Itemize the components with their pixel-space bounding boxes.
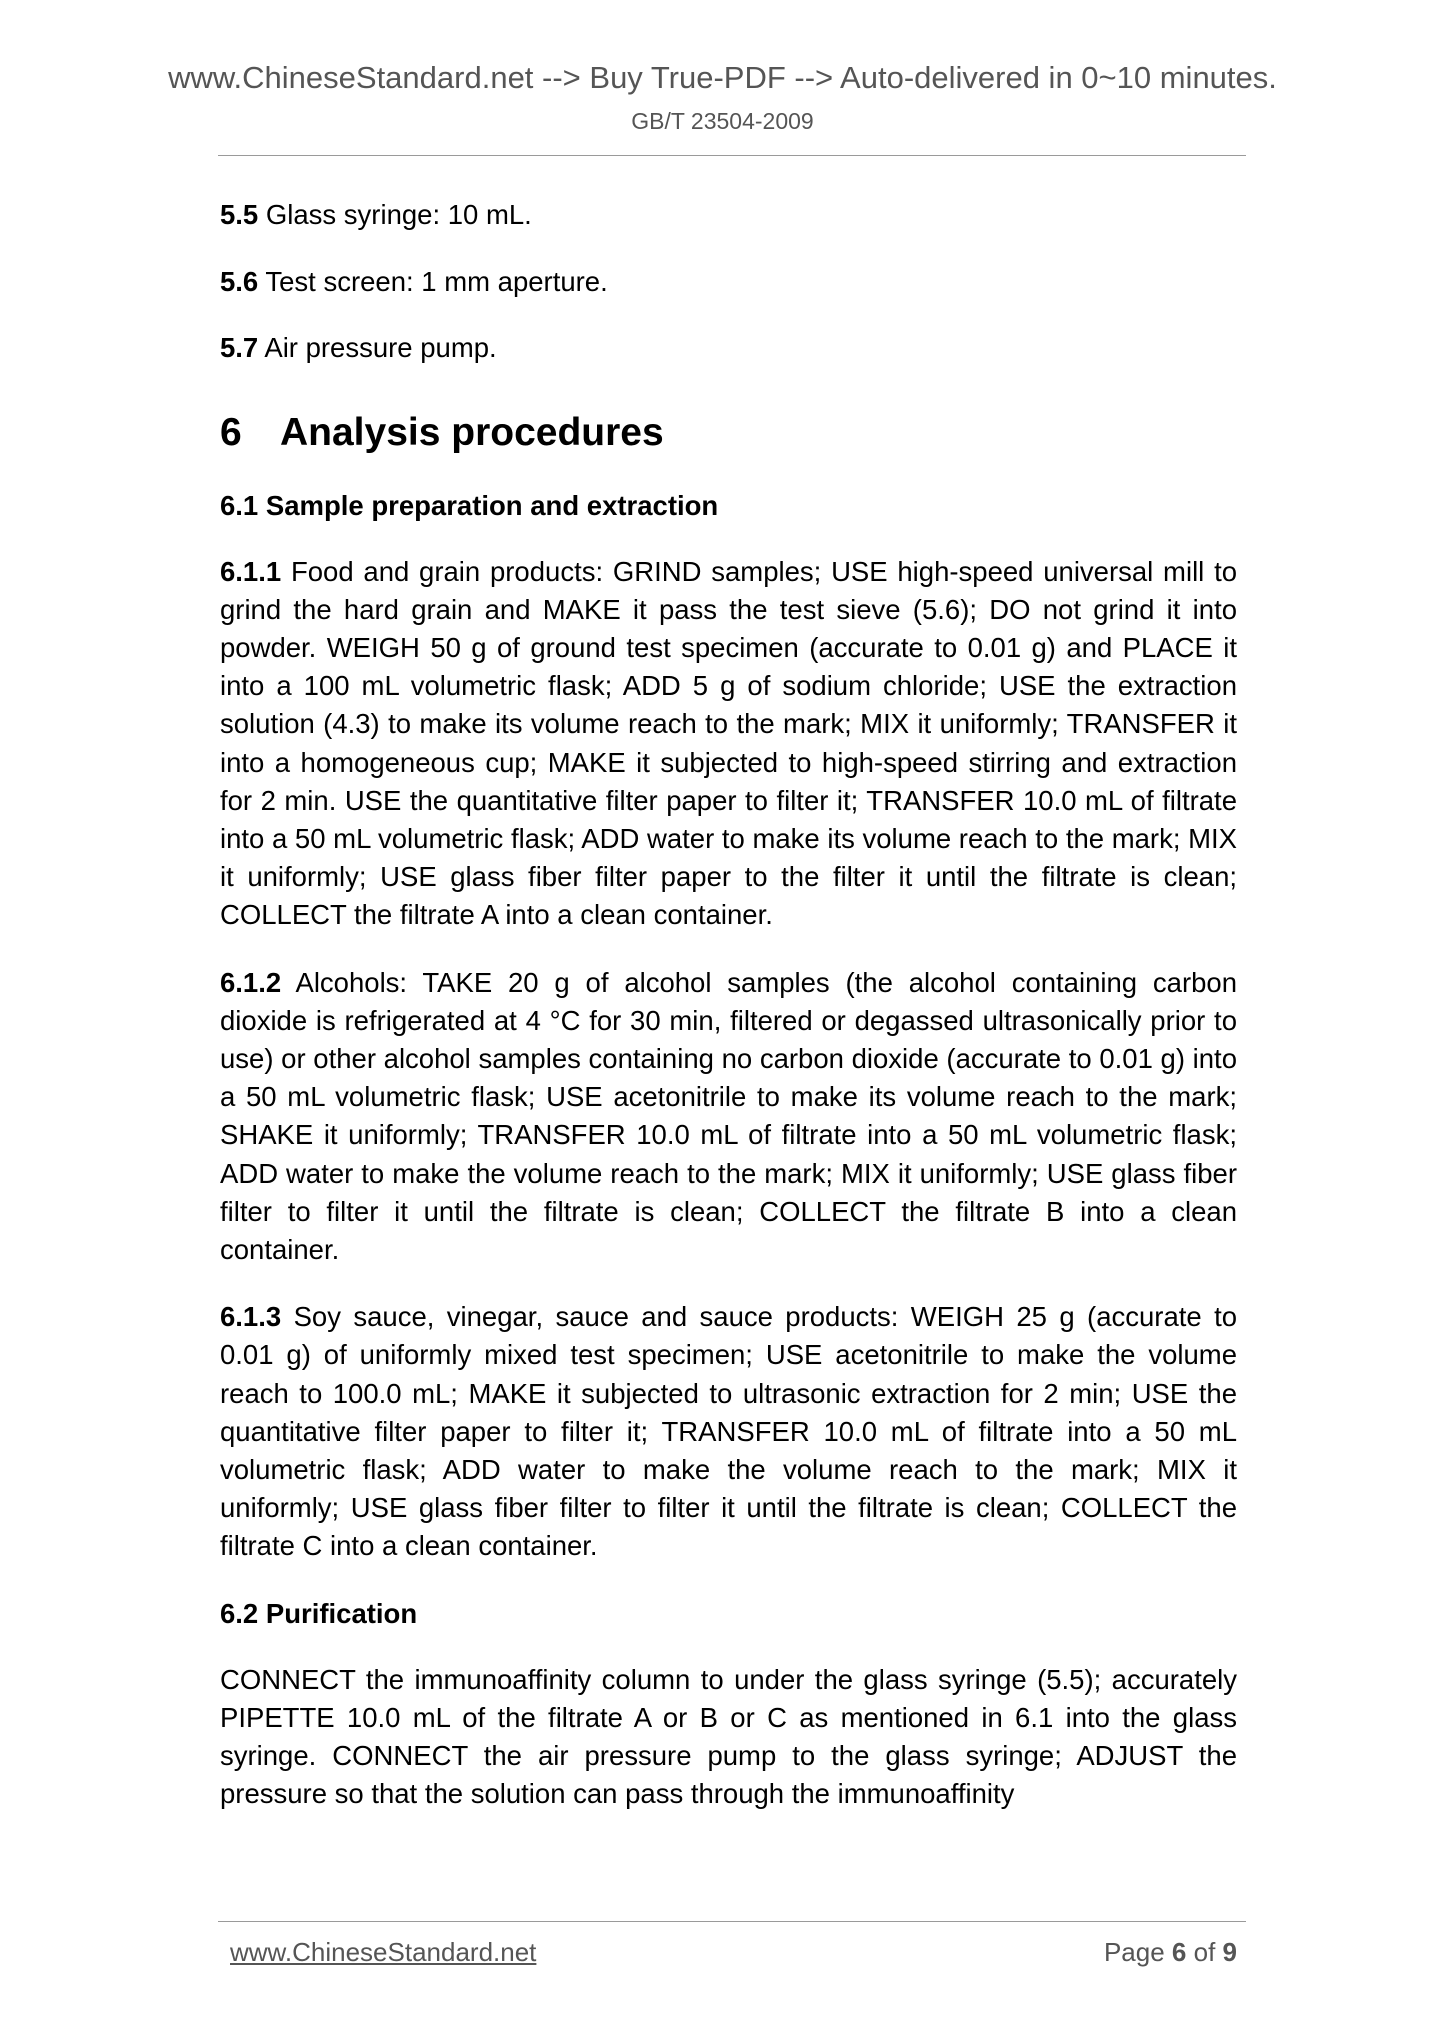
clause-5-5 <box>220 196 1237 234</box>
clause-number: 5.5 <box>220 199 259 230</box>
footer-site-link[interactable]: www.ChineseStandard.net <box>230 1937 537 1967</box>
clause-text: Food and grain products: GRIND samples; USE high-speed universal mill to grind the hard grain and MAKE it pass the test sieve (5.6); DO not grind it into powder. WEIGH 50 g of ground test specimen (accurate to 0.01 g) and PLACE it into a 100 mL volumetric flask; ADD 5 g of sodium chloride; USE the extraction solution (4.3) to make its volume reach to the mark; MIX it uniformly; TRANSFER it into a homogeneous cup; MAKE it subjected to high-speed stirring and extraction for 2 min. USE the quantitative filter paper to filter it; TRANSFER 10.0 mL of filtrate into a 50 mL volumetric flask; ADD water to make its volume reach to the mark; MIX it uniformly; USE glass fiber filter paper to the filter it until the filtrate is clean; COLLECT the filtrate A into a clean container. <box>220 555 1238 931</box>
clause-6-1-2 <box>220 964 1237 1270</box>
section-number: 6 <box>220 410 242 454</box>
document-body <box>220 196 1237 1843</box>
clause-6-1-1 <box>220 553 1237 935</box>
clause-text: Air pressure pump. <box>264 332 497 364</box>
clause-6-2-text: CONNECT the immunoaffinity column to under the glass syringe (5.5); accurately PIPETTE 10.0 mL of the filtrate A or B or C as mentioned in 6.1 into the glass syringe. CONNECT the air pressure pump to the glass syringe; ADJUST the pressure so that the solution can pass through the immunoaffinity <box>220 1663 1237 1810</box>
section-heading-6 <box>220 409 1237 457</box>
clause-5-7 <box>220 329 1237 367</box>
clause-text: Test screen: 1 mm aperture. <box>265 265 608 297</box>
clause-number: 6.1.2 <box>220 966 282 998</box>
of-word: of <box>1193 1937 1216 1967</box>
clause-text: Soy sauce, vinegar, sauce and sauce products: WEIGH 25 g (accurate to 0.01 g) of uniformly mixed test specimen; USE acetonitrile to make the volume reach to 100.0 mL; MAKE it subjected to ultrasonic extraction for 2 min; USE the quantitative filter paper to filter it; TRANSFER 10.0 mL of filtrate into a 50 mL volumetric flask; ADD water to make the volume reach to the mark; MIX it uniformly; USE glass fiber filter to filter it until the filtrate is clean; COLLECT the filtrate C into a clean container. <box>220 1301 1238 1562</box>
clause-number: 5.7 <box>220 332 259 364</box>
clause-number: 6.1.3 <box>220 1301 282 1333</box>
clause-5-6 <box>220 263 1237 301</box>
clause-6-1-3 <box>220 1298 1237 1565</box>
page-total: 9 <box>1222 1937 1237 1967</box>
page-indicator <box>1104 1934 1237 1970</box>
standard-code: GB/T 23504-2009 <box>631 108 814 134</box>
header-banner: www.ChineseStandard.net --> Buy True-PDF --> Auto-delivered in 0~10 minutes. <box>168 60 1277 95</box>
subsection-heading-6-2: 6.2 Purification <box>220 1597 418 1629</box>
clause-number: 5.6 <box>220 265 259 297</box>
header-divider <box>218 155 1246 156</box>
clause-text: Glass syringe: 10 mL. <box>265 199 532 230</box>
clause-text: Alcohols: TAKE 20 g of alcohol samples (the alcohol containing carbon dioxide is refrigerated at 4 °C for 30 min, filtered or degassed ultrasonically prior to use) or other alcohol samples containing no carbon dioxide (accurate to 0.01 g) into a 50 mL volumetric flask; USE acetonitrile to make its volume reach to the mark; SHAKE it uniformly; TRANSFER 10.0 mL of filtrate into a 50 mL volumetric flask; ADD water to make the volume reach to the mark; MIX it uniformly; USE glass fiber filter to filter it until the filtrate is clean; COLLECT the filtrate B into a clean container. <box>220 966 1237 1266</box>
section-title: Analysis procedures <box>280 410 664 454</box>
page-number: 6 <box>1171 1937 1187 1967</box>
footer-divider <box>218 1921 1246 1922</box>
page-word: Page <box>1103 1937 1165 1967</box>
subsection-heading-6-1: 6.1 Sample preparation and extraction <box>220 489 719 521</box>
clause-number: 6.1.1 <box>220 555 282 587</box>
